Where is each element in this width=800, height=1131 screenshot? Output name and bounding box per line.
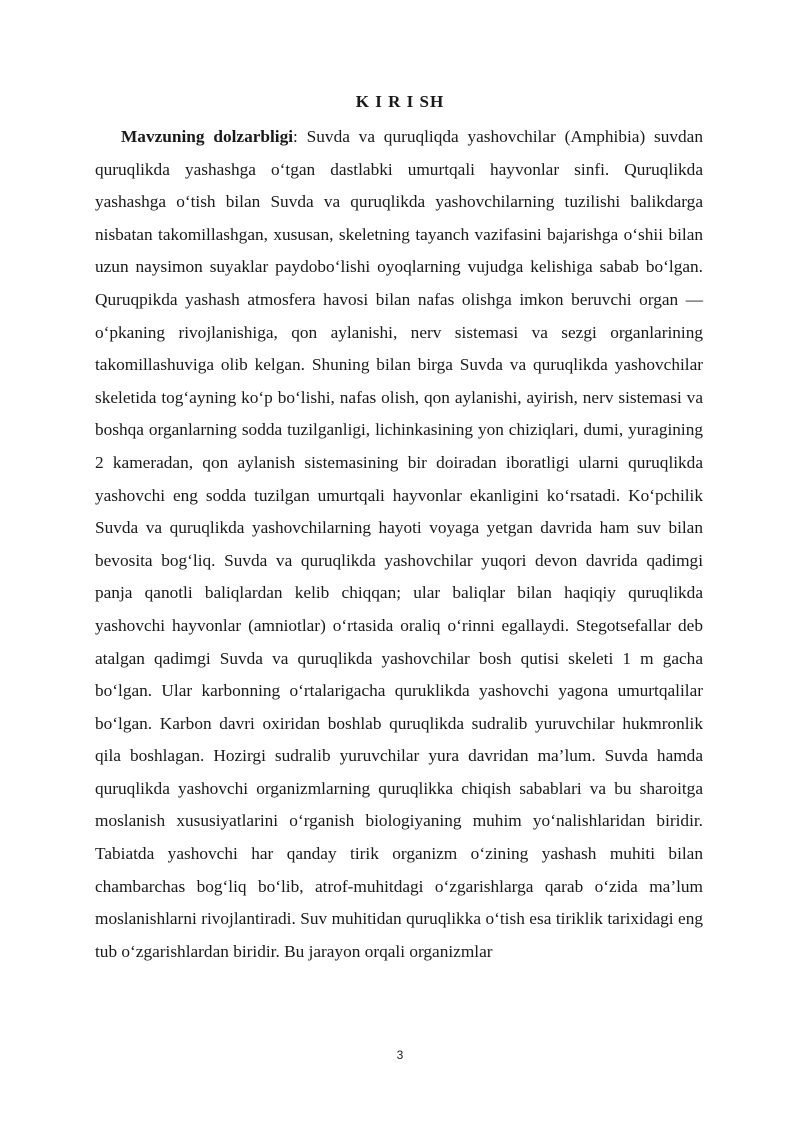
lead-separator: : [293, 127, 307, 146]
intro-paragraph [95, 121, 703, 968]
page-title: K I R I SH [355, 92, 445, 111]
lead-term: Mavzuning dolzarbligi [121, 127, 294, 146]
page-number: 3 [396, 1048, 404, 1062]
paragraph-text: Suvda va quruqliqda yashovchilar (Amphibia) suvdan quruqlikda yashashga oʻtgan dastlabki umurtqali hayvonlar sinfi. Quruqlikda yashashga oʻtish bilan Suvda va quruqlikda yashovchilarning tuzilishi balikdarga nisbatan takomillashgan, xususan, skeletning tayanch vazifasini bajarishga oʻshii bilan uzun naysimon suyaklar paydoboʻlishi oyoqlarning vujudga kelishiga sabab boʻlgan. Quruqpikda yashash atmosfera havosi bilan nafas olishga imkon beruvchi organ — oʻpkaning rivojlanishiga, qon aylanishi, nerv sistemasi va sezgi organlarining takomillashuviga olib kelgan. Shuning bilan birga Suvda va quruqlikda yashovchilar skeletida togʻayning koʻp boʻlishi, nafas olish, qon aylanishi, ayirish, nerv sistemasi va boshqa organlarning sodda tuzilganligi, lichinkasining yon chiziqlari, dumi, yuragining 2 kameradan, qon aylanish sistemasining bir doiradan iboratligi ularni quruqlikda yashovchi eng sodda tuzilgan umurtqali hayvonlar ekanligini koʻrsatadi. Koʻpchilik Suvda va quruqlikda yashovchilarning hayoti voyaga yetgan davrida ham suv bilan bevosita bogʻliq. Suvda va quruqlikda yashovchilar yuqori devon davrida qadimgi panja qanotli baliqlardan kelib chiqqan; ular baliqlar bilan haqiqiy quruqlikda yashovchi hayvonlar (amniotlar) oʻrtasida oraliq oʻrinni egallaydi. Stegotsefallar deb atalgan qadimgi Suvda va quruqlikda yashovchilar bosh qutisi skeleti 1 m gacha boʻlgan. Ular karbonning oʻrtalarigacha quruklikda yashovchi yagona umurtqalilar boʻlgan. Karbon davri oxiridan boshlab quruqlikda sudralib yuruvchilar hukmronlik qila boshlagan. Hozirgi sudralib yuruvchilar yura davridan ma’lum. Suvda hamda quruqlikda yashovchi organizmlarning quruqlikka chiqish sabablari va bu sharoitga moslanish xususiyatlarini oʻrganish biologiyaning muhim yoʻnalishlaridan biridir. Tabiatda yashovchi har qanday tirik organizm oʻzining yashash muhiti bilan chambarchas bogʻliq boʻlib, atrof-muhitdagi oʻzgarishlarga qarab oʻzida ma’lum moslanishlarni rivojlantiradi. Suv muhitidan quruqlikka oʻtish esa tiriklik tarixidagi eng tub oʻzgarishlardan biridir. Bu jarayon orqali organizmlar [95, 127, 703, 961]
